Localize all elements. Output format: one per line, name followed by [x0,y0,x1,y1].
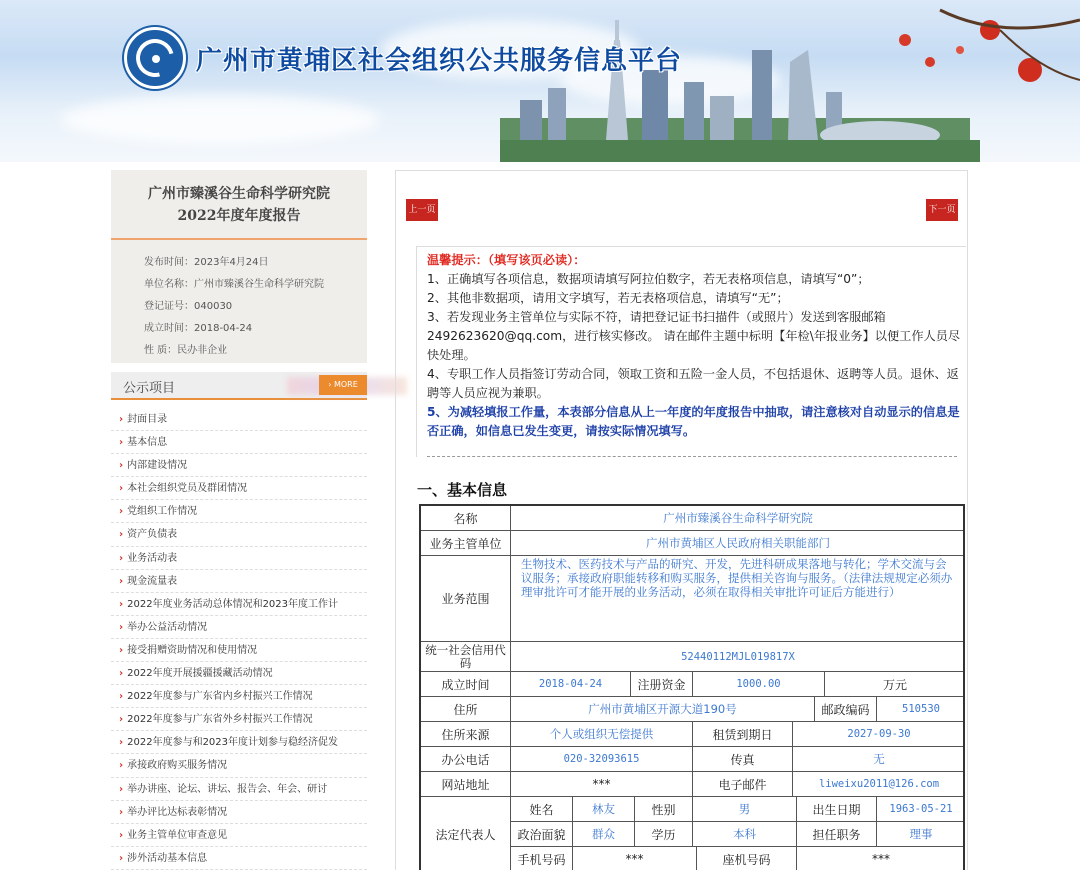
sidebar-item-gov-purchase[interactable]: › 承接政府购买服务情况 [111,754,367,777]
label-birth-date: 出生日期 [797,797,877,822]
value-lease-expiry: 2027-09-30 [793,722,965,747]
chevron-right-icon: › [119,714,124,726]
prev-page-button[interactable]: 上一页 [406,199,438,221]
sidebar-item-basic-info[interactable]: › 基本信息 [111,431,367,454]
sidebar-item-balance-sheet[interactable]: › 资产负债表 [111,523,367,546]
tips-line-4: 4、专职工作人员指签订劳动合同，领取工资和五险一金人员，不包括退休、返聘等人员。退休、返聘等人员应视为兼职。 [427,367,959,400]
label-capital: 注册资金 [631,672,693,697]
value-gender: 男 [693,797,797,822]
value-office-phone: 020-32093615 [511,747,693,772]
value-mobile: *** [573,847,697,870]
org-info-unit-name: 单位名称：广州市臻溪谷生命科学研究院 [144,279,324,290]
sidebar-item-lectures[interactable]: › 举办讲座、论坛、讲坛、报告会、年会、研讨 [111,778,367,801]
value-birth-date: 1963-05-21 [877,797,965,822]
label-address: 住所 [421,697,511,722]
tips-line-5: 5、为减轻填报工作量，本表部分信息从上一年度的年度报告中抽取，请注意核对自动显示的信息是否正确，如信息已发生变更，请按实际情况填写。 [427,405,960,438]
value-residence-source: 个人或组织无偿提供 [511,722,693,747]
value-capital: 1000.00 [693,672,825,697]
chevron-right-icon: › [119,760,124,772]
sidebar-item-donations[interactable]: › 接受捐赠资助情况和使用情况 [111,639,367,662]
sidebar-item-public-welfare[interactable]: › 举办公益活动情况 [111,616,367,639]
label-position: 担任职务 [797,822,877,847]
label-office-phone: 办公电话 [421,747,511,772]
value-fax: 无 [793,747,965,772]
section-title: 一、基本信息 [417,481,508,499]
chevron-right-icon: › [119,414,124,425]
more-button[interactable]: › MORE [319,375,367,395]
org-info-registration-no: 登记证号：040030 [144,301,233,312]
sidebar-item-xinjiang-tibet[interactable]: › 2022年度开展援疆援藏活动情况 [111,662,367,685]
label-supervisor: 业务主管单位 [421,531,511,556]
sidebar-item-cover[interactable]: › 封面目录 [111,408,367,431]
value-email: liweixu2011@126.com [793,772,965,797]
label-person-name: 姓名 [511,797,573,822]
value-education: 本科 [693,822,797,847]
notice-items-header [111,372,367,400]
chevron-right-icon: › [119,552,124,564]
value-landline: *** [797,847,965,870]
tips-box [416,246,966,457]
org-info-nature: 性 质：民办非企业 [144,345,228,356]
chevron-right-icon: › [119,621,124,633]
label-name: 名称 [421,506,511,531]
value-capital-unit: 万元 [825,672,965,697]
divider [427,456,957,457]
sidebar-item-internal[interactable]: › 内部建设情况 [111,454,367,477]
sidebar-item-overall-plan[interactable]: › 2022年度业务活动总体情况和2023年度工作计 [111,593,367,616]
org-summary-card [111,170,367,363]
chevron-right-icon: › [119,783,124,795]
chevron-right-icon: › [119,737,124,749]
value-address: 广州市黄埔区开源大道190号 [511,697,815,722]
chevron-right-icon: › [119,437,124,449]
chevron-right-icon: › [119,529,124,541]
report-title: 2022年度年度报告 [177,208,301,224]
org-info-founded: 成立时间：2018-04-24 [144,323,253,334]
sidebar-item-activity-table[interactable]: › 业务活动表 [111,547,367,570]
sidebar-item-foreign-activities[interactable]: › 涉外活动基本信息 [111,847,367,870]
sidebar-item-awards[interactable]: › 举办评比达标表彰情况 [111,801,367,824]
tips-line-3: 3、若发现业务主管单位与实际不符，请把登记证书扫描件（或照片）发送到客服邮箱2492623620@qq.com，进行核实修改。 请在邮件主题中标明【年检\年报业务】以便工作人员尽快处理。 [427,310,961,362]
sidebar-item-stabilize-economy[interactable]: › 2022年度参与和2023年度计划参与稳经济促发 [111,731,367,754]
sidebar-nav [111,408,367,870]
chevron-right-icon: › [119,829,124,841]
chevron-right-icon: › [119,460,124,472]
site-title: 广州市黄埔区社会组织公共服务信息平台 [196,46,683,76]
value-scope: 生物技术、医药技术与产品的研究、开发，先进科研成果落地与转化；学术交流与会议服务；承接政府职能转移和购买服务，提供相关咨询与服务。（法律法规规定必须办理审批许可才能开展的业务活动，必须在取得相关审批许可证后方能进行） [511,556,965,642]
value-credit-code: 52440112MJL019817X [511,642,965,672]
tips-line-1: 1、正确填写各项信息，数据项请填写阿拉伯数字，若无表格项信息，请填写“0”； [427,272,870,286]
sidebar-item-supervisor-review[interactable]: › 业务主管单位审查意见 [111,824,367,847]
sidebar-item-party-work[interactable]: › 党组织工作情况 [111,500,367,523]
site-banner [0,0,1080,162]
label-education: 学历 [635,822,693,847]
label-landline: 座机号码 [697,847,797,870]
label-postcode: 邮政编码 [815,697,877,722]
value-supervisor: 广州市黄埔区人民政府相关职能部门 [511,531,965,556]
tips-line-2: 2、其他非数据项，请用文字填写，若无表格项信息，请填写“无”； [427,291,789,305]
chevron-right-icon: › [119,483,124,495]
value-name: 广州市臻溪谷生命科学研究院 [511,506,965,531]
label-email: 电子邮件 [693,772,793,797]
label-gender: 性别 [635,797,693,822]
chevron-right-icon: › [119,575,124,587]
chevron-right-icon: › [119,668,124,680]
sidebar-item-cash-flow[interactable]: › 现金流量表 [111,570,367,593]
org-name: 广州市臻溪谷生命科学研究院 [148,186,330,202]
label-mobile: 手机号码 [511,847,573,870]
label-scope: 业务范围 [421,556,511,642]
chevron-right-icon: › [119,506,124,518]
label-credit-code: 统一社会信用代码 [421,642,511,672]
notice-items-label: 公示项目 [123,381,176,396]
label-legal-representative: 法定代表人 [421,797,511,870]
sidebar-item-party-members[interactable]: › 本社会组织党员及群团情况 [111,477,367,500]
label-website: 网站地址 [421,772,511,797]
org-info-publish-date: 发布时间：2023年4月24日 [144,257,269,268]
org-info [111,240,367,362]
platform-logo-icon [124,27,186,89]
label-residence-source: 住所来源 [421,722,511,747]
value-website: *** [511,772,693,797]
next-page-button[interactable]: 下一页 [926,199,958,221]
basic-info-table [419,504,965,870]
value-founded: 2018-04-24 [511,672,631,697]
value-postcode: 510530 [877,697,965,722]
label-fax: 传真 [693,747,793,772]
chevron-right-icon: › [119,852,124,864]
value-position: 理事 [877,822,965,847]
value-political-status: 群众 [573,822,635,847]
chevron-right-icon: › [119,598,124,610]
label-founded: 成立时间 [421,672,511,697]
label-lease-expiry: 租赁到期日 [693,722,793,747]
chevron-right-icon: › [119,691,124,703]
sidebar-item-rural-in-province[interactable]: › 2022年度参与广东省内乡村振兴工作情况 [111,685,367,708]
label-political-status: 政治面貌 [511,822,573,847]
tips-title: 温馨提示：（填写该页必读）： [427,253,586,267]
chevron-right-icon: › [119,644,124,656]
sidebar-item-rural-out-province[interactable]: › 2022年度参与广东省外乡村振兴工作情况 [111,708,367,731]
value-person-name: 林友 [573,797,635,822]
chevron-right-icon: › [119,806,124,818]
